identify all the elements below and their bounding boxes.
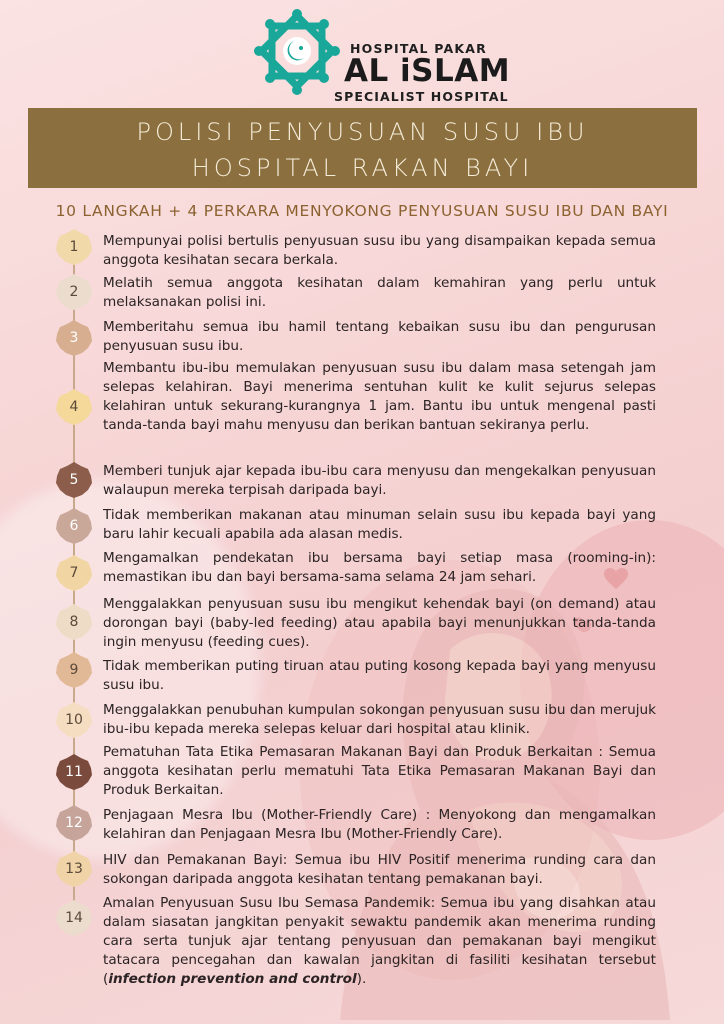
header: [0, 0, 724, 108]
step-text-part: ).: [356, 971, 367, 987]
title-banner: [28, 108, 697, 188]
banner-title-line-1: POLISI PENYUSUAN SUSU IBU: [136, 118, 589, 146]
step-number: 1: [69, 239, 79, 255]
step-number: 14: [65, 910, 83, 926]
page-subtitle: 10 LANGKAH + 4 PERKARA MENYOKONG PENYUSUAN SUSU IBU DAN BAYI: [55, 202, 669, 220]
step-number: 5: [69, 472, 79, 488]
step-text: Mengamalkan pendekatan ibu bersama bayi setiap masa (rooming-in): memastikan ibu dan bayi bersama-sama selama 24 jam sehari.: [103, 550, 656, 585]
step-text: Memberitahu semua ibu hamil tentang kebaikan susu ibu dan pengurusan penyusuan susu ibu.: [103, 319, 656, 354]
step-badge: [56, 805, 92, 841]
step-number: 13: [65, 861, 83, 877]
al-islam-logo-icon: [254, 4, 340, 104]
step-text: Melatih semua anggota kesihatan dalam kemahiran yang perlu untuk melaksanakan polisi ini.: [103, 275, 656, 310]
step-badge: [56, 851, 92, 887]
step-text: Menggalakkan penubuhan kumpulan sokongan penyusuan susu ibu dan merujuk ibu-ibu kepada mereka selepas keluar dari hospital atau klinik.: [103, 702, 656, 737]
step-badge: [56, 389, 92, 425]
step-badge: [56, 652, 92, 688]
step-badge: [56, 754, 92, 790]
step-text: HIV dan Pemakanan Bayi: Semua ibu HIV Positif menerima runding cara dan sokongan daripada anggota kesihatan tentang pemakanan bayi.: [103, 852, 656, 887]
step-badge: [56, 702, 92, 738]
brand-name: AL iSLAM: [344, 53, 511, 89]
step-number: 9: [69, 662, 79, 678]
step-text: Mempunyai polisi bertulis penyusuan susu ibu yang disampaikan kepada semua anggota kesihatan secara berkala.: [103, 233, 656, 268]
step-text: Membantu ibu-ibu memulakan penyusuan susu ibu dalam masa setengah jam selepas kelahiran. Bayi menerima sentuhan kulit ke kulit sejurus selepas kelahiran untuk sekurang-kurangnya 1 jam. Bantu ibu untuk mengenal pasti tanda-tanda bayi mahu menyusu dan berikan bantuan sekiranya perlu.: [103, 360, 656, 433]
step-badge: [56, 604, 92, 640]
step-text: [103, 894, 656, 989]
brand-top-line: HOSPITAL PAKAR: [350, 41, 487, 56]
step-badge: [56, 320, 92, 356]
step-badge: [56, 274, 92, 310]
step-text-part: Amalan Penyusuan Susu Ibu Semasa Pandemik: Semua ibu yang disahkan atau dalam siasatan jangkitan penyakit sewaktu pandemik akan menerima runding cara serta tunjuk ajar tentang penyusuan dan pemakanan bayi mengikut tatacara pencegahan dan kawalan jangkitan di fasiliti kesihatan tersebut (: [103, 895, 656, 987]
step-number: 10: [65, 712, 83, 728]
banner-title-line-2: HOSPITAL RAKAN BAYI: [191, 154, 534, 182]
step-number: 11: [65, 764, 83, 780]
step-text: Penjagaan Mesra Ibu (Mother-Friendly Care) : Menyokong dan mengamalkan kelahiran dan Penjagaan Mesra Ibu (Mother-Friendly Care).: [103, 807, 656, 842]
step-number: 3: [69, 330, 79, 346]
step-number: 4: [69, 399, 79, 415]
step-number: 7: [69, 565, 79, 581]
step-badge: [56, 900, 92, 936]
step-number: 8: [69, 614, 79, 630]
step-number: 6: [69, 518, 79, 534]
step-text: Pematuhan Tata Etika Pemasaran Makanan Bayi dan Produk Berkaitan : Semua anggota kesihatan perlu mematuhi Tata Etika Pemasaran Makanan Bayi dan Produk Berkaitan.: [103, 744, 656, 798]
step-text: Menggalakkan penyusuan susu ibu mengikut kehendak bayi (on demand) atau dorongan bayi (baby-led feeding) atau apabila bayi menunjukkan tanda-tanda ingin menyusu (feeding cues).: [103, 596, 656, 650]
step-badge: [56, 508, 92, 544]
step-text-emphasis: infection prevention and control: [108, 971, 357, 987]
step-badge: [56, 462, 92, 498]
step-text: Tidak memberikan puting tiruan atau puting kosong kepada bayi yang menyusu susu ibu.: [103, 658, 656, 693]
step-text: Memberi tunjuk ajar kepada ibu-ibu cara menyusu dan mengekalkan penyusuan walaupun mereka terpisah daripada bayi.: [103, 463, 656, 498]
step-number: 2: [69, 284, 79, 300]
step-badge: [56, 555, 92, 591]
step-number: 12: [65, 815, 83, 831]
step-text: Tidak memberikan makanan atau minuman selain susu ibu kepada bayi yang baru lahir kecuali apabila ada alasan medis.: [103, 507, 656, 542]
step-badge: [56, 229, 92, 265]
brand-bottom-line: SPECIALIST HOSPITAL: [334, 89, 509, 104]
